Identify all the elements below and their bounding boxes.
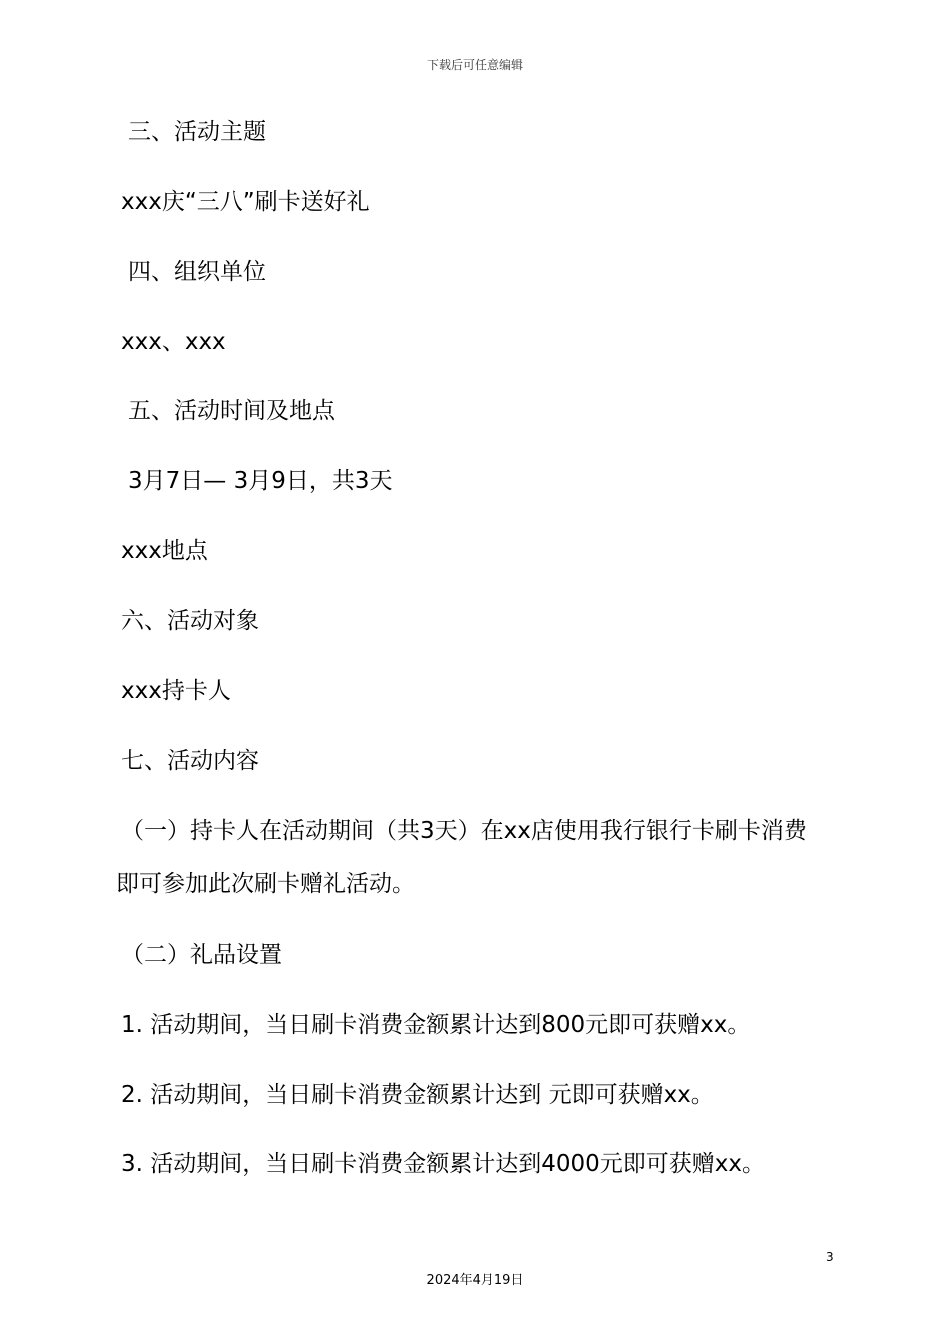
section-heading-organizer: 四、组织单位 <box>128 259 266 285</box>
gift-item-1: 1. 活动期间，当日刷卡消费金额累计达到800元即可获赠xx。 <box>121 1012 751 1038</box>
section-heading-target: 六、活动对象 <box>121 608 259 634</box>
section-heading-time-place: 五、活动时间及地点 <box>128 398 335 424</box>
gift-item-2: 2. 活动期间，当日刷卡消费金额累计达到 元即可获赠xx。 <box>121 1082 714 1108</box>
activity-place-text: xxx地点 <box>121 538 208 564</box>
activity-time-text: 3月7日— 3月9日，共3天 <box>128 468 393 494</box>
page-header: 下载后可任意编辑 <box>426 58 523 72</box>
content-paragraph-1-line-2: 即可参加此次刷卡赠礼活动。 <box>116 871 415 897</box>
page-number: 3 <box>826 1250 834 1264</box>
section-heading-content: 七、活动内容 <box>121 748 259 774</box>
gift-item-3: 3. 活动期间，当日刷卡消费金额累计达到4000元即可获赠xx。 <box>121 1151 766 1177</box>
subheading-gift-settings: （二）礼品设置 <box>121 942 282 968</box>
content-paragraph-1-line-1: （一）持卡人在活动期间（共3天）在xx店使用我行银行卡刷卡消费 <box>121 818 807 844</box>
page-footer-date: 2024年4月19日 <box>426 1273 524 1288</box>
section-heading-activity-theme: 三、活动主题 <box>128 119 266 145</box>
activity-theme-text: xxx庆“三八”刷卡送好礼 <box>121 189 370 215</box>
organizer-text: xxx、xxx <box>121 329 226 355</box>
target-text: xxx持卡人 <box>121 678 231 704</box>
